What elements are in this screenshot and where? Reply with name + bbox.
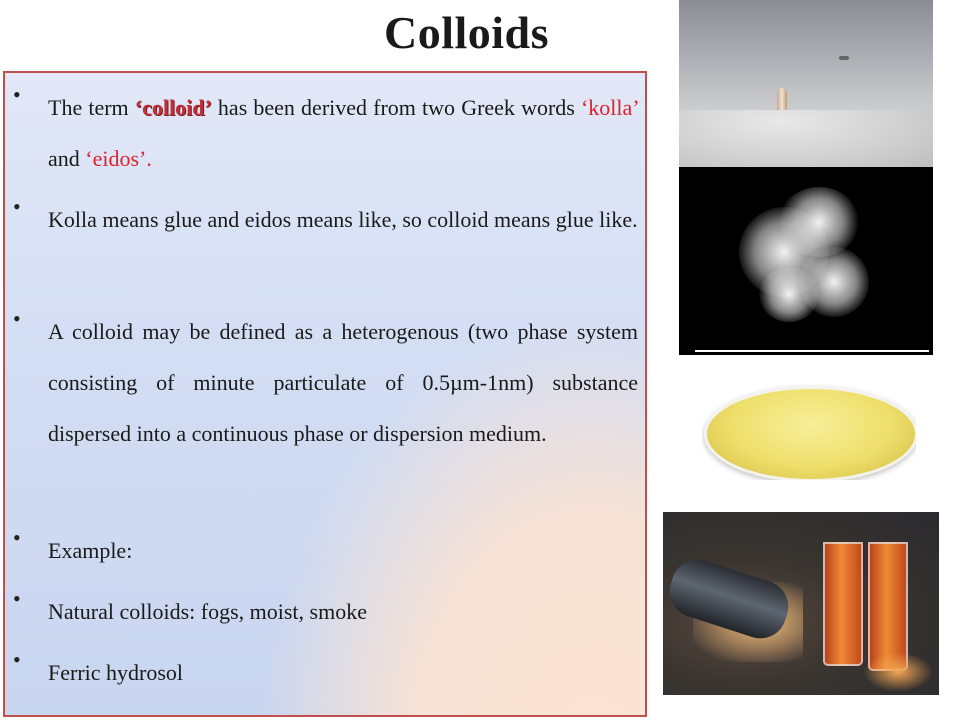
yellow-dish-photo — [702, 384, 916, 480]
smoke-puff — [759, 267, 819, 322]
fog-layer — [679, 110, 933, 167]
divider-line — [695, 350, 929, 352]
bullet-marker: • — [13, 525, 21, 550]
text-segment: has been derived from two Greek words — [211, 95, 581, 120]
vial — [823, 542, 863, 666]
bullet-marker: • — [13, 586, 21, 611]
flashlight-vials-photo — [663, 512, 939, 695]
term-colloid: ‘colloid’ — [134, 95, 212, 120]
plane-shape — [839, 56, 849, 60]
bullet-marker: • — [13, 194, 21, 219]
bullet-marker: • — [13, 647, 21, 672]
word-eidos: ‘eidos’. — [85, 146, 152, 171]
word-kolla: ‘kolla’ — [580, 95, 638, 120]
bullet-text: Kolla means glue and eidos means like, so colloid means glue like. — [48, 207, 638, 232]
bullet-text: A colloid may be defined as a heterogenous (two phase system consisting of minute particulate of 0.5µm-1nm) substance dispersed into a continuous phase or dispersion medium. — [48, 319, 638, 446]
smoke-puff — [779, 187, 859, 257]
bullet-marker: • — [13, 82, 21, 107]
bullet-text: Natural colloids: fogs, moist, smoke — [48, 599, 367, 624]
bullet-marker: • — [13, 306, 21, 331]
bullet-text: Example: — [48, 538, 133, 563]
slide-title: Colloids — [384, 7, 550, 58]
bullet-text — [48, 82, 638, 184]
bullet-text: Ferric hydrosol — [48, 660, 184, 685]
fog-rocket-photo — [679, 0, 933, 167]
smoke-photo — [679, 167, 933, 355]
text-segment: and — [48, 146, 86, 171]
dish-shape — [704, 386, 916, 480]
text-segment: The term — [48, 95, 135, 120]
content-box — [3, 71, 647, 717]
vial-glow — [863, 652, 933, 692]
